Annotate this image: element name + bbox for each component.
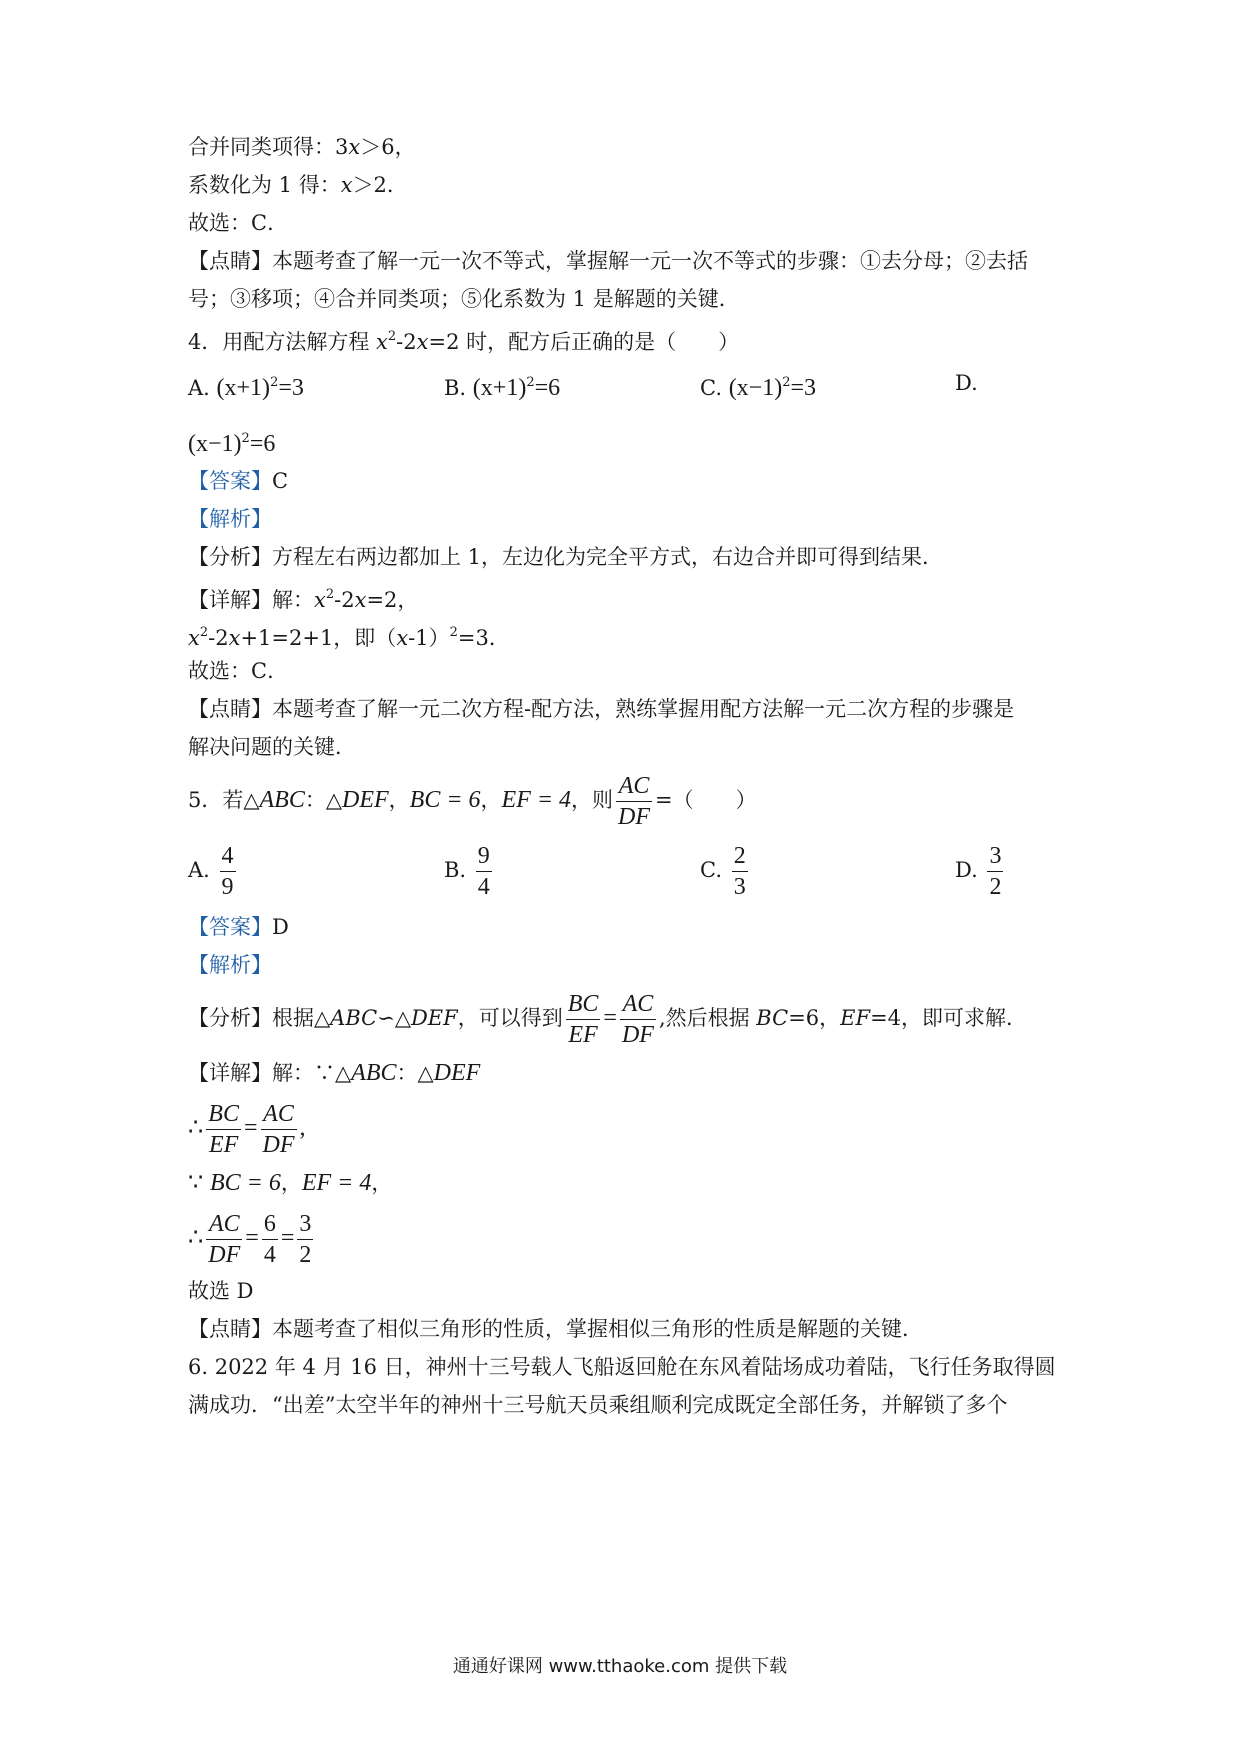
q5-answer: 【答案】D	[188, 915, 289, 939]
question-6-line-2: 满成功．“出差”太空半年的神州十三号航天员乘组顺利完成既定全部任务，并解锁了多个	[188, 1393, 1008, 1417]
q4-option-c: C. $(x-1)^2=3$	[700, 375, 817, 401]
q4-option-d: $(x-1)^2=6$	[188, 431, 276, 457]
q4-comment-cont: 解决问题的关键．	[188, 735, 356, 759]
q5-detail-2: ∴ $\frac{BC}{EF}$ = $\frac{AC}{DF}$ ,	[188, 1101, 306, 1158]
q5-detail-3: ∵ BC = 6，EF = 4，	[188, 1170, 393, 1196]
q5-detail-4: ∴ $\frac{AC}{DF}$ = $\frac{6}{4}$ = $\frac{3}{2}$	[188, 1211, 312, 1268]
q5-choice: 故选 D	[188, 1279, 254, 1303]
line-combine-terms: 合并同类项得：3x＞6，	[188, 135, 416, 159]
q4-analysis: 【分析】方程左右两边都加上 1，左边化为完全平方式，右边合并即可得到结果．	[188, 545, 944, 569]
q4-detail-1: 【详解】解：$x^2-2x=2$，	[188, 587, 419, 612]
q4-option-b: B. $(x+1)^2=6$	[444, 375, 561, 401]
q5-jiexi-heading: 【解析】	[188, 953, 272, 977]
q4-detail-2: $x^2-2x+1=2+1$，即$(x-1)^2=3$．	[188, 625, 510, 650]
q5-analysis: 【分析】根据△ABC∽△DEF，可以得到 $\frac{BC}{EF}$ = $\frac{AC}{DF}$ ,然后根据 BC=6，EF=4，即可求解．	[188, 991, 1028, 1048]
page-footer: 通通好课网 www.tthaoke.com 提供下载	[452, 1656, 788, 1677]
line-choice-q3: 故选：C．	[188, 211, 289, 235]
q5-frac-ac-df: $\frac{AC}{DF}$	[618, 773, 651, 830]
q5-detail-1: 【详解】解：∵△ABC：△DEF	[188, 1060, 481, 1086]
q5-comment: 【点睛】本题考查了相似三角形的性质，掌握相似三角形的性质是解题的关键．	[188, 1317, 923, 1341]
q4-jiexi-heading: 【解析】	[188, 507, 272, 531]
line-coefficient: 系数化为 1 得：x＞2．	[188, 173, 408, 197]
question-5: 5．若△ABC：△DEF，BC = 6，EF = 4，则 $\frac{AC}{DF}$ =（ ）	[188, 773, 757, 830]
q4-option-a: A. $(x+1)^2=3$	[188, 375, 304, 401]
q4-comment: 【点睛】本题考查了解一元二次方程-配方法，熟练掌握用配方法解一元二次方程的步骤是	[188, 697, 1015, 721]
q5-option-d: D. $\frac{3}{2}$	[955, 843, 1002, 900]
line-comment-q3: 【点睛】本题考查了解一元一次不等式，掌握解一元一次不等式的步骤：①去分母；②去括	[188, 249, 1028, 273]
q4-option-d-label: D.	[955, 371, 978, 395]
line-comment-q3-cont: 号；③移项；④合并同类项；⑤化系数为 1 是解题的关键．	[188, 287, 740, 311]
question-4: 4．用配方法解方程 $x^2-2x=2$ 时，配方后正确的是（ ）	[188, 329, 740, 354]
q5-option-b: B. $\frac{9}{4}$	[444, 843, 490, 900]
question-6-line-1: 6. 2022 年 4 月 16 日，神州十三号载人飞船返回舱在东风着陆场成功着陆，飞行任务取得圆	[188, 1355, 1056, 1379]
q4-answer: 【答案】C	[188, 469, 289, 493]
q5-option-a: A. $\frac{4}{9}$	[188, 843, 234, 900]
q5-option-c: C. $\frac{2}{3}$	[700, 843, 746, 900]
q4-choice: 故选：C．	[188, 659, 289, 683]
